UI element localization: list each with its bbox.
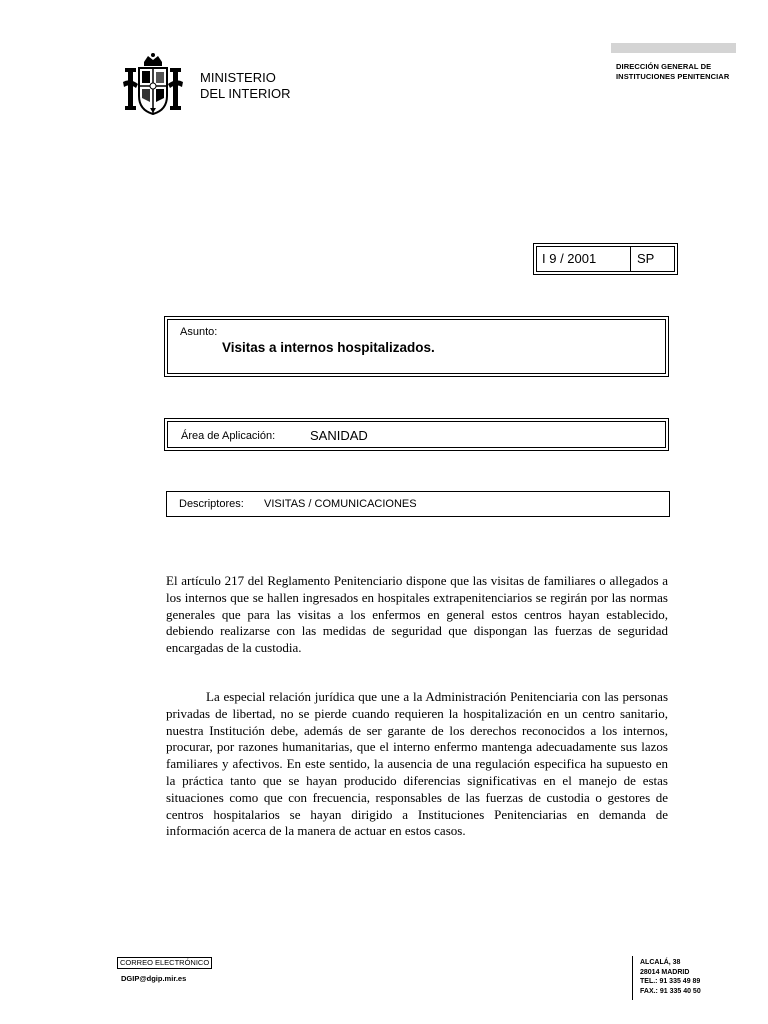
footer-divider [632, 956, 633, 1000]
email-address[interactable]: DGIP@dgip.mir.es [121, 974, 187, 983]
address-line-4: FAX.: 91 335 40 50 [640, 987, 701, 995]
coat-of-arms-icon [122, 52, 184, 118]
area-box [164, 418, 669, 451]
direction-line-2: INSTITUCIONES PENITENCIAR [616, 72, 730, 81]
header-gray-bar [611, 43, 736, 53]
descriptores-value: VISITAS / COMUNICACIONES [264, 498, 417, 510]
ministry-line-1: MINISTERIO [200, 70, 276, 85]
direction-line-1: DIRECCIÓN GENERAL DE [616, 62, 712, 71]
reference-code: SP [637, 251, 655, 266]
ministry-line-2: DEL INTERIOR [200, 86, 291, 101]
postal-address [640, 958, 701, 996]
descriptores-label: Descriptores: [179, 498, 244, 510]
area-label: Área de Aplicación: [181, 430, 276, 442]
asunto-label: Asunto: [180, 326, 218, 338]
address-line-3: TEL.: 91 335 49 89 [640, 978, 701, 985]
address-line-2: 28014 MADRID [640, 968, 690, 976]
asunto-box [164, 316, 669, 377]
address-line-1: ALCALÁ, 38 [640, 959, 681, 966]
reference-number: I 9 / 2001 [537, 247, 631, 271]
ministry-name [200, 70, 291, 102]
body-paragraph-2: La especial relación jurídica que une a la Administración Penitenciaria con las personas privadas de libertad, no se pierde cuando requieren la hospitalización en un centro sanitario, nuestra Institución debe, además de ser garante de los derechos reconocidos a los internos, procurar, por razones humanitarias, que el interno enfermo mantenga adecuadamente sus lazos familiares y afectivos. En este sentido, la ausencia de una regulación especifica ha supuesto en la práctica tanto que se hayan producido diferencias significativas en el manejo de estas situaciones como que con frecuencia, responsables de las fuerzas de custodia o gestores de centros hospitalarios se hayan dirigido a Instituciones Penitenciarias en demanda de información acerca de la manera de actuar en estos casos. [166, 689, 668, 839]
direction-general [616, 62, 729, 82]
body-paragraph-1: El artículo 217 del Reglamento Penitenciario dispone que las visitas de familiares o allegados a los internos que se hallen ingresados en hospitales extrapenitenciarios se regirán por las normas generales que para las visitas a los enfermos en general estos centros hayan establecido, debiendo realizarse con las medidas de seguridad que dispongan las fuerzas de seguridad encargadas de la custodia. [166, 573, 668, 656]
area-value: SANIDAD [310, 428, 368, 443]
descriptores-box [166, 491, 670, 517]
asunto-title: Visitas a internos hospitalizados. [222, 340, 435, 355]
email-label: CORREO ELECTRÓNICO [117, 957, 212, 969]
reference-box [533, 243, 678, 275]
